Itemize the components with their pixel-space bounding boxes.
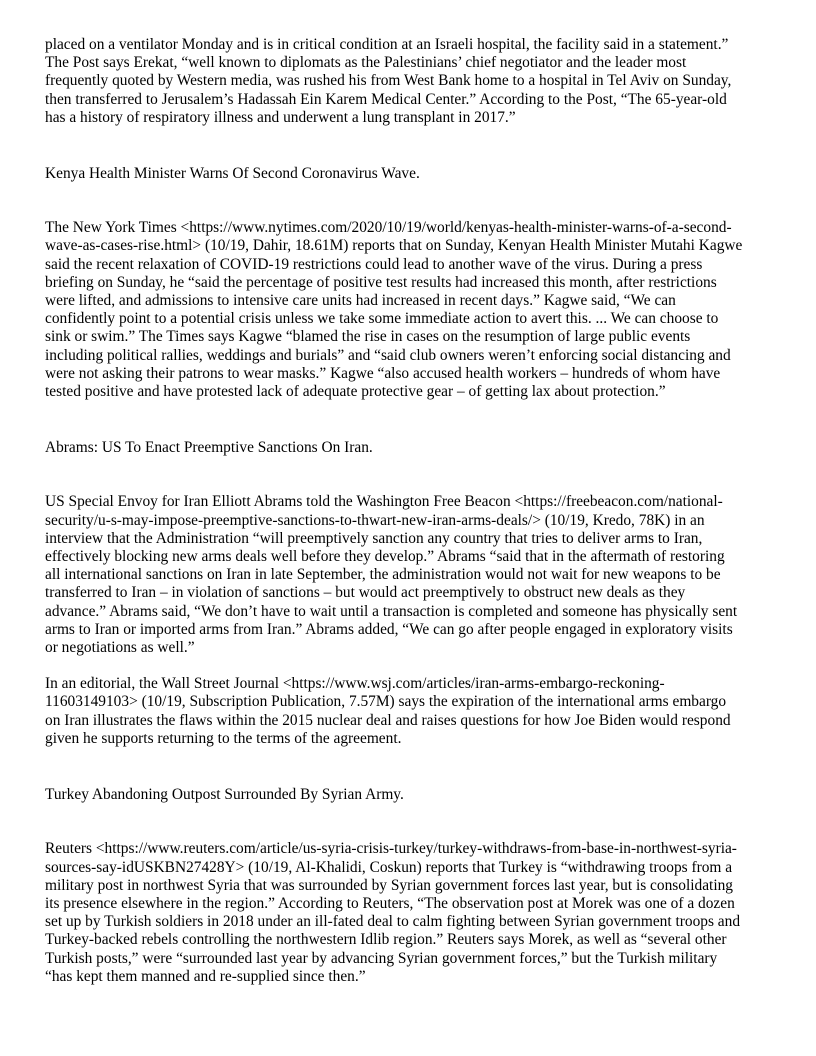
document-page — [45, 36, 771, 986]
intro-paragraph: placed on a ventilator Monday and is in critical condition at an Israeli hospital, the facility said in a statement.” The Post says Erekat, “well known to diplomats as the Palestinians’ chief negotiator and the leader most frequently quoted by Western media, was rushed his from West Bank home to a hospital in Tel Aviv on Sunday, then transferred to Jerusalem’s Hadassah Ein Karem Medical Center.” According to the Post, “The 65-year-old has a history of respiratory illness and underwent a lung transplant in 2017.” — [45, 36, 732, 126]
headline-abrams: Abrams: US To Enact Preemptive Sanctions On Iran. — [45, 439, 373, 457]
kenya-paragraph: The New York Times <https://www.nytimes.com/2020/10/19/world/kenyas-health-minister-warns-of-a-second- wave-as-cases-rise.html> (10/19, Dahir, 18.61M) reports that on Sunday, Kenyan Health Minister Mutahi Kagwe said the recent relaxation of COVID-19 restrictions could lead to another wave of the virus. During a press briefing on Sunday, he “said the percentage of positive test results had increased this month, after restrictions were lifted, and admissions to intensive care units had increased in recent days.” Kagwe said, “We can confidently point to a potential crisis unless we take some immediate action to avert this. ... We can choose to sink or swim.” The Times says Kagwe “blamed the rise in cases on the resumption of large public events including political rallies, weddings and burials” and “said club owners weren’t enforcing social distancing and were not asking their patrons to wear masks.” Kagwe “also accused health workers – hundreds of whom have tested positive and have protested lack of adequate protective gear – of getting lax about protection.” — [45, 219, 743, 401]
headline-turkey: Turkey Abandoning Outpost Surrounded By Syrian Army. — [45, 786, 404, 804]
headline-kenya: Kenya Health Minister Warns Of Second Coronavirus Wave. — [45, 165, 420, 183]
wsj-editorial-paragraph: In an editorial, the Wall Street Journal <https://www.wsj.com/articles/iran-arms-embargo-reckoning- 11603149103> (10/19, Subscription Publication, 7.57M) says the expiration of the international arms embargo on Iran illustrates the flaws within the 2015 nuclear deal and raises questions for how Joe Biden would respond given he supports returning to the terms of the agreement. — [45, 675, 731, 747]
turkey-paragraph: Reuters <https://www.reuters.com/article/us-syria-crisis-turkey/turkey-withdraws-from-base-in-northwest-syria- sources-say-idUSKBN27428Y> (10/19, Al-Khalidi, Coskun) reports that Turkey is “withdrawing troops from a military post in northwest Syria that was surrounded by Syrian government forces last year, but is consolidating its presence elsewhere in the region.” According to Reuters, “The observation post at Morek was one of a dozen set up by Turkish soldiers in 2018 under an ill-fated deal to calm fighting between Syrian government troops and Turkey-backed rebels controlling the northwestern Idlib region.” Reuters says Morek, as well as “several other Turkish posts,” were “surrounded last year by advancing Syrian government forces,” but the Turkish military “has kept them manned and re-supplied since then.” — [45, 840, 741, 985]
abrams-paragraph: US Special Envoy for Iran Elliott Abrams told the Washington Free Beacon <https://freebeacon.com/national- security/u-s-may-impose-preemptive-sanctions-to-thwart-new-iran-arms-deals/> (10/19, Kredo, 78K) in an interview that the Administration “will preemptively sanction any country that tries to deliver arms to Iran, effectively blocking new arms deals well before they develop.” Abrams “said that in the aftermath of restoring all international sanctions on Iran in late September, the administration would not wait for new weapons to be transferred to Iran – in violation of sanctions – but would act preemptively to obstruct new deals as they advance.” Abrams said, “We don’t have to wait until a transaction is completed and someone has physically sent arms to Iran or imported arms from Iran.” Abrams added, “We can go after people engaged in exploratory visits or negotiations as well.” — [45, 493, 738, 657]
